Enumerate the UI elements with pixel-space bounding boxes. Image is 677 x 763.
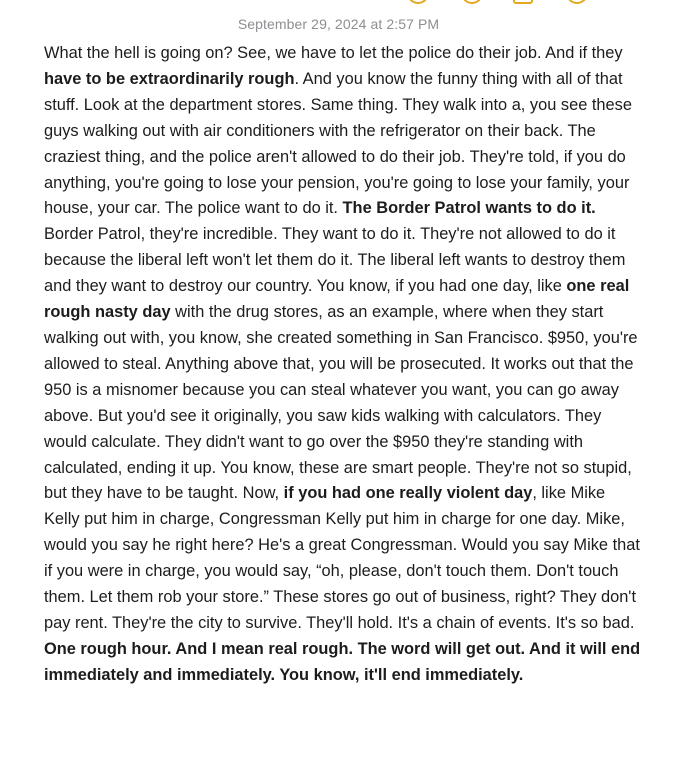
text-run: What the hell is going on? See, we have to let the police do their job. And if they (44, 44, 623, 62)
text-run: Border Patrol, they're incredible. They want to do it. They're not allowed to do it because the liberal left won't let them do it. The liberal left wants to destroy them and they want to destroy our country. You know, if you had one day, like (44, 225, 626, 296)
text-run: . And you know the funny thing with all of that stuff. Look at the department stores. Same thing. They walk into a, you see these guys walking out with air conditioners with the refrigerator on their back. The craziest thing, and the police aren't allowed to do their job. They're told, if you do anything, you're going to lose your pension, you're going to lose your family, your house, your car. The police want to do it. (44, 69, 632, 218)
bold-text-run: One rough hour. And I mean real rough. The word will get out. And it will end immediately and immediately. You know, it'll end immediately. (44, 639, 641, 684)
text-run: with the drug stores, as an example, where when they start walking out with, you know, she created something in San Francisco. $950, you're allowed to steal. Anything above that, you will be prosecuted. It works out that the 950 is a misnomer because you can steal whatever you want, you can go away above. But you'd see it originally, you saw kids walking with calculators. They would calculate. They didn't want to go over the $950 they're standing with calculated, ending it up. You know, these are smart people. They're not so stupid, but they have to be taught. Now, (44, 303, 638, 503)
note-timestamp: September 29, 2024 at 2:57 PM (237, 16, 440, 32)
text-run: , like Mike Kelly put him in charge, Congressman Kelly put him in charge for one day. Mike, would you say he right here? He's a great Congressman. Would you say Mike that if you were in charge, you would say, “oh, please, don't touch them. Don't touch them. Let them rob your store.” These stores go out of business, right? They don't pay rent. They're the city to survive. They'll hold. It's a chain of events. It's so bad. (44, 484, 640, 632)
note-body[interactable] (44, 41, 644, 689)
share-icon[interactable] (407, 0, 429, 4)
checklist-icon[interactable] (461, 0, 483, 4)
compose-icon[interactable] (513, 0, 533, 4)
bold-text-run: one real rough nasty day (44, 277, 630, 322)
bold-text-run: if you had one really violent day (283, 484, 533, 503)
bold-text-run: have to be extraordinarily rough (44, 69, 295, 88)
more-icon[interactable] (566, 0, 588, 4)
toolbar (0, 0, 677, 6)
bold-text-run: The Border Patrol wants to do it. (342, 199, 596, 218)
